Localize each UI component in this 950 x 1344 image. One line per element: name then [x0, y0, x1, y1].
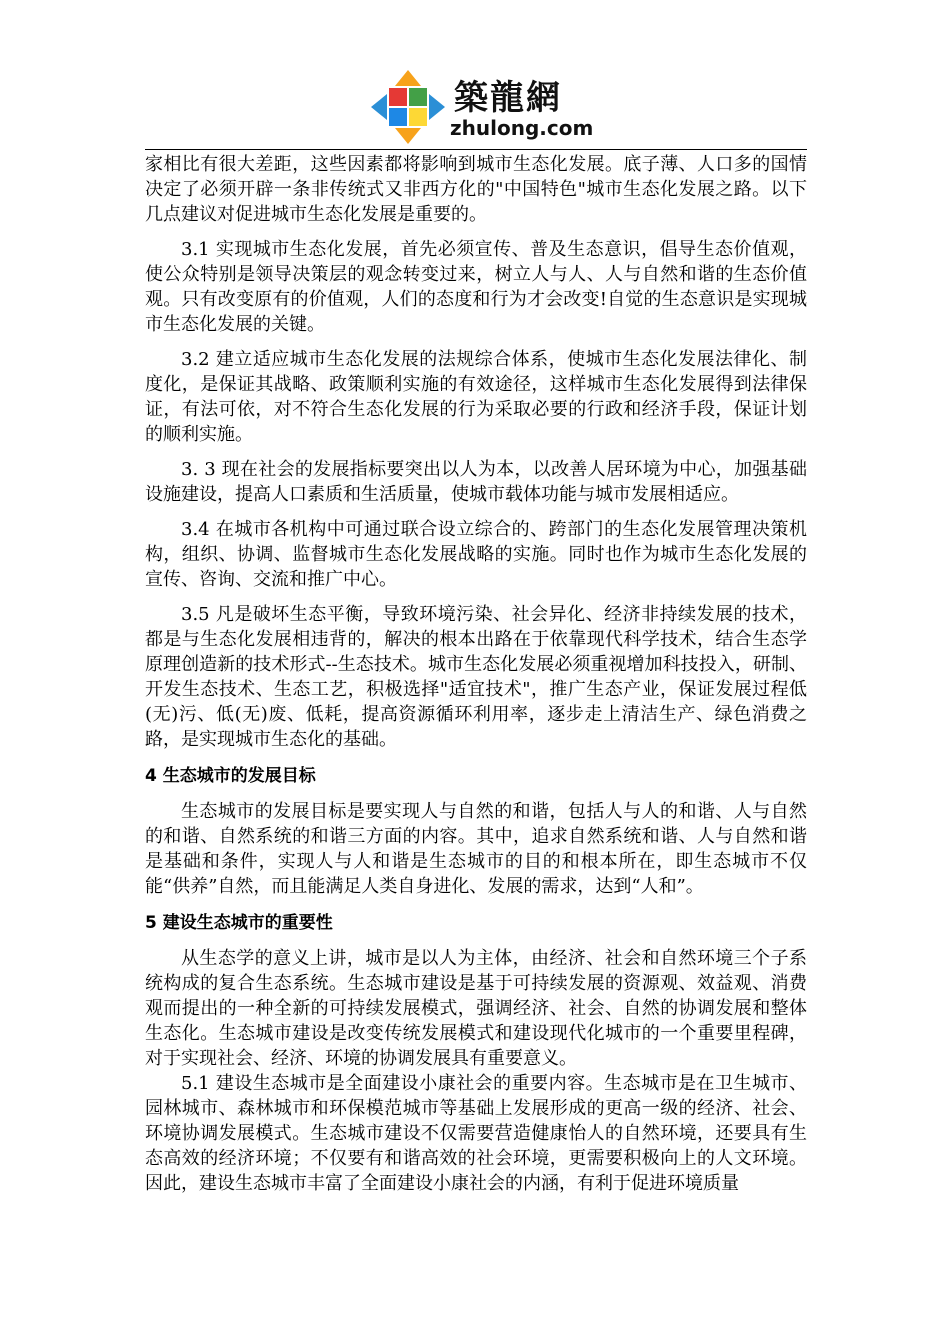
section-heading-5: 5 建设生态城市的重要性: [145, 913, 333, 933]
header-divider: [145, 149, 807, 150]
paragraph-intro: 家相比有很大差距，这些因素都将影响到城市生态化发展。底子薄、人口多的国情决定了必须开辟一条非传统式又非西方化的"中国特色"城市生态化发展之路。以下几点建议对促进城市生态化发展是重要的。: [145, 154, 807, 225]
paragraph-5: 从生态学的意义上讲，城市是以人为主体，由经济、社会和自然环境三个子系统构成的复合生态系统。生态城市建设是基于可持续发展的资源观、效益观、消费观而提出的一种全新的可持续发展模式，强调经济、社会、自然的协调发展和整体生态化。生态城市建设是改变传统发展模式和建设现代化城市的一个重要里程碑，对于实现社会、经济、环境的协调发展具有重要意义。: [145, 948, 807, 1069]
zhulong-logo-icon: [369, 68, 447, 146]
page-header: [0, 62, 950, 142]
paragraph-3-2: 3.2 建立适应城市生态化发展的法规综合体系，使城市生态化发展法律化、制度化，是保证其战略、政策顺利实施的有效途径，这样城市生态化发展得到法律保证，有法可依，对不符合生态化发展的行为采取必要的行政和经济手段，保证计划的顺利实施。: [145, 349, 807, 445]
paragraph-3-3: 3. 3 现在社会的发展指标要突出以人为本，以改善人居环境为中心，加强基础设施建设，提高人口素质和生活质量，使城市载体功能与城市发展相适应。: [145, 459, 807, 505]
logo-domain-text: zhulong.com: [450, 116, 594, 140]
paragraph-5-1: 5.1 建设生态城市是全面建设小康社会的重要内容。生态城市是在卫生城市、园林城市、森林城市和环保模范城市等基础上发展形成的更高一级的经济、社会、环境协调发展模式。生态城市建设不仅需要营造健康怡人的自然环境，还要具有生态高效的经济环境；不仅要有和谐高效的社会环境，更需要积极向上的人文环境。因此，建设生态城市丰富了全面建设小康社会的内涵，有利于促进环境质量: [145, 1073, 807, 1194]
paragraph-3-1: 3.1 实现城市生态化发展，首先必须宣传、普及生态意识，倡导生态价值观，使公众特别是领导决策层的观念转变过来，树立人与人、人与自然和谐的生态价值观。只有改变原有的价值观，人们的态度和行为才会改变!自觉的生态意识是实现城市生态化发展的关键。: [145, 239, 807, 335]
section-heading-4: 4 生态城市的发展目标: [145, 766, 316, 786]
paragraph-3-4: 3.4 在城市各机构中可通过联合设立综合的、跨部门的生态化发展管理决策机构，组织、协调、监督城市生态化发展战略的实施。同时也作为城市生态化发展的宣传、咨询、交流和推广中心。: [145, 519, 807, 590]
paragraph-4: 生态城市的发展目标是要实现人与自然的和谐，包括人与人的和谐、人与自然的和谐、自然系统的和谐三方面的内容。其中，追求自然系统和谐、人与自然和谐是基础和条件，实现人与人和谐是生态城市的目的和根本所在，即生态城市不仅能“供养”自然，而且能满足人类自身进化、发展的需求，达到“人和”。: [145, 801, 807, 897]
paragraph-3-5: 3.5 凡是破坏生态平衡，导致环境污染、社会异化、经济非持续发展的技术，都是与生态化发展相违背的，解决的根本出路在于依靠现代科学技术，结合生态学原理创造新的技术形式--生态技术。城市生态化发展必须重视增加科技投入，研制、开发生态技术、生态工艺，积极选择"适宜技术"，推广生态产业，保证发展过程低(无)污、低(无)废、低耗，提高资源循环利用率，逐步走上清洁生产、绿色消费之路，是实现城市生态化的基础。: [145, 604, 807, 750]
logo-chinese-text: 築龍網: [454, 78, 562, 118]
document-body: [145, 152, 807, 1196]
